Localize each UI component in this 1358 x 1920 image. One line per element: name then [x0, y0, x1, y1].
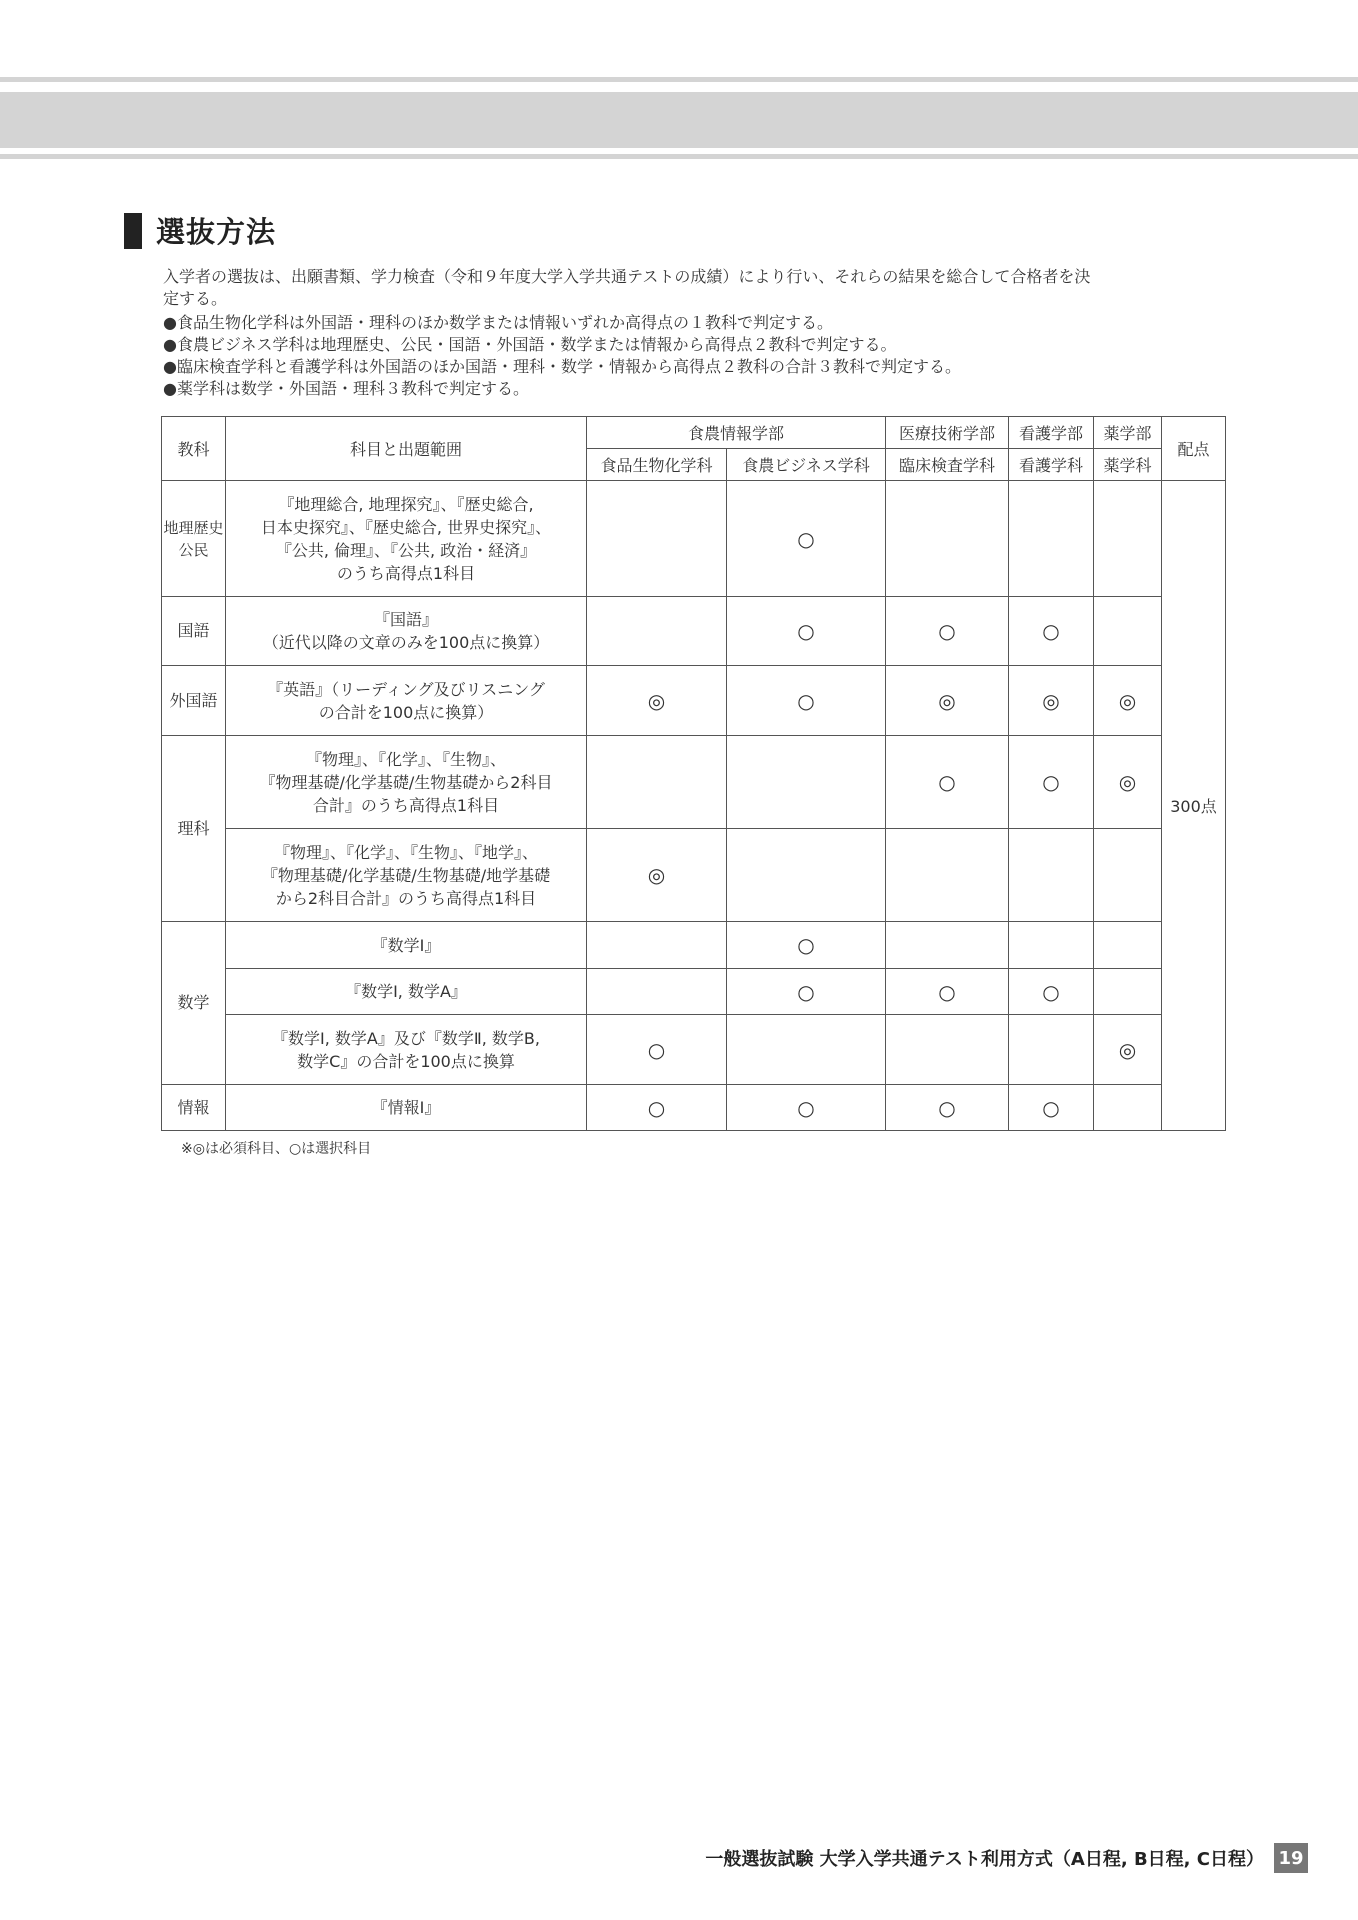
scope-cell: [226, 481, 587, 597]
header-department: 臨床検査学科: [886, 449, 1009, 481]
scope-cell: [226, 969, 587, 1015]
scope-line: 『国語』: [373, 610, 438, 629]
header-department: 薬学科: [1094, 449, 1162, 481]
mark-cell: ○: [1009, 1085, 1094, 1131]
scope-cell: [226, 597, 587, 666]
table-footnote: ※◎は必須科目、○は選択科目: [181, 1141, 372, 1157]
subject-cell: 情報: [162, 1085, 226, 1131]
mark-cell: [1094, 969, 1162, 1015]
mark-cell: [1009, 481, 1094, 597]
subject-cell: [162, 481, 226, 597]
mark-cell: ○: [727, 481, 886, 597]
header-department: 看護学科: [1009, 449, 1094, 481]
header-band-bottom-line: [0, 154, 1358, 159]
page-footer: [705, 1843, 1308, 1873]
mark-cell: [587, 736, 727, 829]
subject-cell: 国語: [162, 597, 226, 666]
scope-cell: [226, 1085, 587, 1131]
heading-marker: [124, 213, 142, 249]
header-department: 食品生物化学科: [587, 449, 727, 481]
mark-cell: ○: [886, 736, 1009, 829]
table-row-math-1: [162, 922, 1226, 969]
mark-cell: ○: [727, 1085, 886, 1131]
scope-cell: [226, 736, 587, 829]
scope-line: 『情報Ⅰ』: [371, 1098, 441, 1117]
mark-cell: ◎: [1094, 666, 1162, 736]
scope-line: 『数学Ⅰ, 数学A』: [345, 982, 467, 1001]
header-score: 配点: [1162, 417, 1226, 481]
mark-cell: [727, 736, 886, 829]
mark-cell: ○: [886, 1085, 1009, 1131]
criteria-item: ●薬学科は数学・外国語・理科３教科で判定する。: [163, 379, 529, 398]
mark-cell: ○: [886, 597, 1009, 666]
scope-line: 合計』のうち高得点1科目: [312, 795, 500, 815]
criteria-item: ●食農ビジネス学科は地理歴史、公民・国語・外国語・数学または情報から高得点２教科で判定する。: [163, 335, 897, 354]
mark-cell: [1009, 1015, 1094, 1085]
subject-cell: 数学: [162, 922, 226, 1085]
scope-cell: [226, 666, 587, 736]
mark-cell: [587, 597, 727, 666]
scope-line: の合計を100点に換算）: [318, 702, 494, 722]
table-row-geo: [162, 481, 1226, 597]
table-row-math-2: [162, 969, 1226, 1015]
mark-cell: ○: [587, 1085, 727, 1131]
mark-cell: ◎: [587, 829, 727, 922]
mark-cell: [886, 1015, 1009, 1085]
scope-line: 『物理』、『化学』、『生物』、『地学』、: [273, 842, 538, 862]
criteria-item: ●臨床検査学科と看護学科は外国語のほか国語・理科・数学・情報から高得点２教科の合計３教科で判定する。: [163, 357, 961, 376]
table-row-info: [162, 1085, 1226, 1131]
header-faculty: 薬学部: [1094, 417, 1162, 449]
mark-cell: [1094, 922, 1162, 969]
scope-line: 『物理』、『化学』、『生物』、: [305, 749, 506, 769]
subjects-table: [161, 416, 1226, 1131]
scope-line: 日本史探究』、『歴史総合, 世界史探究』、: [260, 517, 552, 537]
mark-cell: ○: [727, 969, 886, 1015]
mark-cell: [727, 1015, 886, 1085]
scope-line: 『数学Ⅰ, 数学A』及び『数学Ⅱ, 数学B,: [272, 1028, 540, 1048]
mark-cell: ◎: [587, 666, 727, 736]
header-row-faculty: [162, 417, 1226, 449]
mark-cell: [1094, 597, 1162, 666]
header-band: [0, 92, 1358, 148]
mark-cell: ○: [727, 597, 886, 666]
mark-cell: ◎: [1094, 736, 1162, 829]
scope-cell: [226, 829, 587, 922]
footer-title: 一般選抜試験 大学入学共通テスト利用方式（A日程, B日程, C日程）: [705, 1849, 1264, 1870]
mark-cell: [1009, 922, 1094, 969]
scope-line: 『数学Ⅰ』: [371, 935, 441, 955]
mark-cell: ○: [1009, 597, 1094, 666]
subject-cell: 外国語: [162, 666, 226, 736]
mark-cell: [727, 829, 886, 922]
mark-cell: ◎: [886, 666, 1009, 736]
mark-cell: ◎: [1094, 1015, 1162, 1085]
table-row-science-1: [162, 736, 1226, 829]
scope-cell: [226, 922, 587, 969]
header-scope: 科目と出題範囲: [226, 417, 587, 481]
intro-line-2: 定する。: [163, 289, 228, 308]
criteria-item: ●食品生物化学科は外国語・理科のほか数学または情報いずれか高得点の１教科で判定する。: [163, 313, 833, 332]
subject-cell: 理科: [162, 736, 226, 922]
page-number: 19: [1274, 1843, 1308, 1873]
section-title: 選抜方法: [156, 215, 277, 249]
scope-cell: [226, 1015, 587, 1085]
intro-paragraph: [163, 266, 1233, 310]
mark-cell: [886, 829, 1009, 922]
scope-line: 『地理総合, 地理探究』、『歴史総合,: [278, 494, 534, 514]
mark-cell: ○: [886, 969, 1009, 1015]
scope-line: のうち高得点1科目: [336, 563, 476, 583]
mark-cell: [1094, 481, 1162, 597]
mark-cell: [1094, 1085, 1162, 1131]
scope-line: から2科目合計』のうち高得点1科目: [275, 888, 537, 908]
mark-cell: ○: [727, 666, 886, 736]
mark-cell: ○: [727, 922, 886, 969]
mark-cell: [587, 481, 727, 597]
table-row-foreign: [162, 666, 1226, 736]
mark-cell: ◎: [1009, 666, 1094, 736]
subject-label: 公民: [178, 540, 209, 559]
header-faculty: 食農情報学部: [587, 417, 886, 449]
section-heading: [124, 210, 276, 251]
scope-line: 『英語』（リーディング及びリスニング: [267, 679, 545, 699]
header-band-top-line: [0, 77, 1358, 82]
subject-label: 地理歴史: [163, 518, 224, 537]
mark-cell: [587, 922, 727, 969]
table-row-japanese: [162, 597, 1226, 666]
mark-cell: [587, 969, 727, 1015]
mark-cell: [1094, 829, 1162, 922]
scope-line: （近代以降の文章のみを100点に換算）: [262, 633, 550, 652]
mark-cell: ○: [587, 1015, 727, 1085]
criteria-list: [163, 312, 961, 400]
mark-cell: [886, 922, 1009, 969]
header-faculty: 医療技術学部: [886, 417, 1009, 449]
mark-cell: ○: [1009, 736, 1094, 829]
scope-line: 数学C』の合計を100点に換算: [297, 1051, 515, 1071]
intro-line-1: 入学者の選抜は、出願書類、学力検査（令和９年度大学入学共通テストの成績）により行い、それらの結果を総合して合格者を決: [163, 267, 1091, 286]
scope-line: 『物理基礎/化学基礎/生物基礎から2科目: [259, 772, 553, 792]
table-row-math-3: [162, 1015, 1226, 1085]
header-subject: 教科: [162, 417, 226, 481]
scope-line: 『物理基礎/化学基礎/生物基礎/地学基礎: [261, 865, 551, 885]
mark-cell: [886, 481, 1009, 597]
score-cell: 300点: [1162, 481, 1226, 1131]
table-row-science-2: [162, 829, 1226, 922]
scope-line: 『公共, 倫理』、『公共, 政治・経済』: [275, 540, 537, 560]
mark-cell: [1009, 829, 1094, 922]
header-department: 食農ビジネス学科: [727, 449, 886, 481]
mark-cell: ○: [1009, 969, 1094, 1015]
header-faculty: 看護学部: [1009, 417, 1094, 449]
